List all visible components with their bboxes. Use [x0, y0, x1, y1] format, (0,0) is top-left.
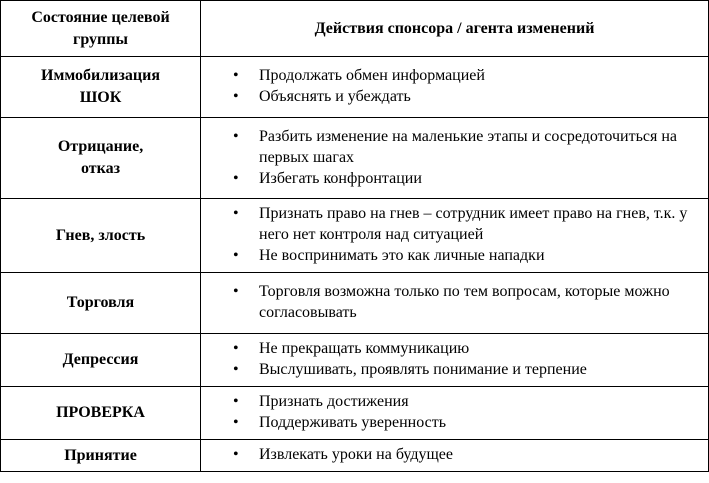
- bullet-icon: •: [233, 247, 239, 264]
- state-label: Иммобилизация: [41, 67, 160, 84]
- table-row: [1, 57, 709, 118]
- action-text: Не прекращать коммуникацию: [259, 340, 470, 357]
- state-cell: [1, 118, 201, 199]
- state-label: Гнев, злость: [55, 226, 146, 244]
- action-item: [201, 281, 704, 323]
- state-label: ПРОВЕРКА: [56, 404, 145, 421]
- header-state-line-1: Состояние целевой: [31, 8, 170, 26]
- header-state-line-2: группы: [73, 30, 128, 48]
- state-cell: [1, 57, 201, 118]
- header-actions: Действия спонсора / агента изменений: [201, 1, 709, 57]
- table-row: [1, 387, 709, 440]
- actions-cell: [201, 334, 709, 387]
- state-label: Торговля: [66, 294, 135, 311]
- state-cell: [1, 440, 201, 472]
- bullet-icon: •: [233, 283, 239, 300]
- action-item: [201, 65, 704, 86]
- action-text: Выслушивать, проявлять понимание и терпение: [259, 361, 587, 378]
- action-text: Извлекать уроки на будущее: [259, 446, 453, 463]
- bullet-icon: •: [233, 414, 239, 431]
- action-item: [201, 245, 704, 266]
- table-row: [1, 199, 709, 273]
- bullet-icon: •: [233, 205, 239, 222]
- state-label: Принятие: [64, 446, 137, 464]
- bullet-icon: •: [233, 361, 239, 378]
- actions-list: [201, 199, 708, 272]
- action-item: [201, 126, 704, 168]
- actions-cell: [201, 387, 709, 440]
- action-text: Торговля возможна только по тем вопросам, которые можно согласовывать: [259, 283, 670, 321]
- action-text: Не воспринимать это как личные нападки: [259, 247, 545, 264]
- actions-cell: [201, 440, 709, 472]
- action-text: Продолжать обмен информацией: [259, 67, 485, 84]
- action-item: [201, 338, 704, 359]
- actions-list: [201, 334, 708, 386]
- state-cell: [1, 273, 201, 334]
- action-text: Признать достижения: [259, 393, 409, 410]
- bullet-icon: •: [233, 88, 239, 105]
- action-text: Поддерживать уверенность: [259, 414, 446, 431]
- action-item: [201, 391, 704, 412]
- actions-list: [201, 440, 708, 471]
- action-item: [201, 86, 704, 107]
- bullet-icon: •: [233, 340, 239, 357]
- action-text: Разбить изменение на маленькие этапы и сосредоточиться на первых шагах: [259, 127, 678, 166]
- actions-list: [201, 277, 708, 329]
- action-item: [201, 444, 704, 465]
- action-item: [201, 412, 704, 433]
- state-cell: [1, 387, 201, 440]
- state-label: отказ: [80, 160, 121, 177]
- actions-cell: [201, 273, 709, 334]
- bullet-icon: •: [233, 169, 239, 187]
- actions-list: [201, 122, 708, 195]
- table-row: [1, 440, 709, 472]
- action-item: [201, 168, 704, 189]
- state-label: Отрицание,: [57, 138, 144, 155]
- actions-list: [201, 387, 708, 439]
- actions-cell: [201, 118, 709, 199]
- action-text: Избегать конфронтации: [259, 169, 422, 187]
- header-row: [1, 1, 709, 57]
- actions-cell: [201, 199, 709, 273]
- bullet-icon: •: [233, 127, 239, 145]
- bullet-icon: •: [233, 393, 239, 410]
- action-item: [201, 359, 704, 380]
- action-text: Признать право на гнев – сотрудник имеет право на гнев, т.к. у него нет контроля над ситуацией: [259, 205, 688, 243]
- state-label: Депрессия: [62, 351, 139, 368]
- table-row: [1, 273, 709, 334]
- state-label: ШОК: [79, 89, 122, 106]
- table-row: [1, 334, 709, 387]
- state-cell: [1, 199, 201, 273]
- actions-cell: [201, 57, 709, 118]
- table-row: [1, 118, 709, 199]
- bullet-icon: •: [233, 67, 239, 84]
- bullet-icon: •: [233, 446, 239, 463]
- state-cell: [1, 334, 201, 387]
- actions-list: [201, 61, 708, 113]
- action-item: [201, 203, 704, 245]
- action-text: Объяснять и убеждать: [259, 88, 411, 105]
- header-state: [1, 1, 201, 57]
